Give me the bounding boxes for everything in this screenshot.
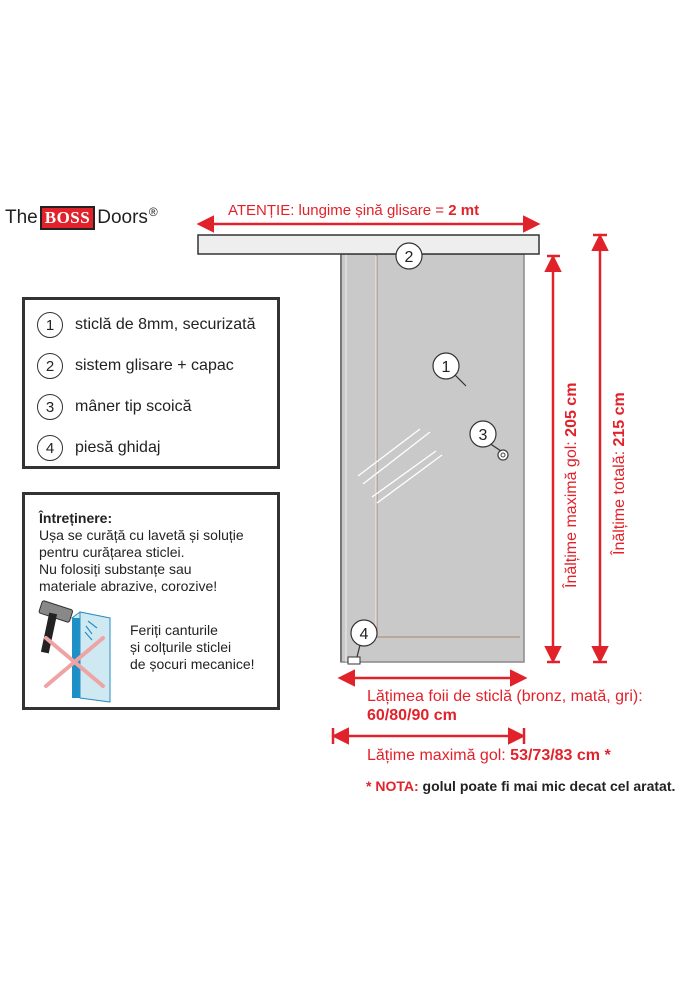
legend-item (37, 394, 192, 420)
brand-boss: BOSS (40, 206, 95, 230)
total-height-label (611, 392, 629, 555)
rail-warning-prefix: ATENȚIE: lungime șină glisare = (228, 202, 449, 219)
legend-label: sticlă de 8mm, securizată (75, 316, 256, 333)
warning-line: și colțurile sticlei (130, 639, 232, 655)
handle-scoica (498, 450, 508, 460)
max-height-prefix: Înălțime maximă gol: (563, 436, 580, 588)
legend-label: sistem glisare + capac (75, 357, 234, 374)
callout-1: 1 (441, 359, 451, 376)
total-height-dimension (593, 235, 607, 662)
callout-2: 2 (404, 249, 414, 266)
callout-3: 3 (478, 427, 488, 444)
total-height-prefix: Înălțime totală: (611, 446, 628, 555)
max-height-dimension (547, 256, 560, 662)
legend-item (37, 312, 256, 338)
guide-piece (348, 657, 360, 664)
max-height-label (563, 383, 581, 588)
max-height-value: 205 cm (563, 382, 580, 437)
glass-width-value: 60/80/90 cm (367, 707, 457, 724)
maintenance-line: Ușa se curăță cu lavetă și soluție (39, 527, 244, 543)
max-width-prefix: Lățime maximă gol: (367, 747, 511, 764)
glass-width-label: Lățimea foii de sticlă (bronz, mată, gri): (367, 688, 643, 705)
maintenance-line: Nu folosiți substanțe sau (39, 561, 192, 577)
maintenance-box (22, 492, 280, 710)
maintenance-line: pentru curățarea sticlei. (39, 544, 185, 560)
warning-line: Feriți canturile (130, 622, 218, 638)
legend-num: 2 (37, 353, 63, 379)
total-height-value: 215 cm (611, 392, 628, 447)
footnote (366, 778, 675, 794)
note-prefix: * NOTA: (366, 778, 423, 794)
note-text: golul poate fi mai mic decat cel aratat. (422, 778, 676, 794)
callout-4: 4 (359, 626, 369, 643)
warning-line: de șocuri mecanice! (130, 656, 255, 672)
rail-warning-value: 2 mt (448, 202, 480, 219)
legend-box (22, 297, 280, 469)
sliding-rail (198, 235, 539, 254)
rail-warning (228, 202, 479, 219)
max-width-value: 53/73/83 cm * (510, 747, 611, 764)
legend-item (37, 435, 160, 461)
glass-panel (341, 254, 524, 662)
max-width-label (367, 747, 611, 765)
legend-num: 3 (37, 394, 63, 420)
legend-num: 4 (37, 435, 63, 461)
registered-mark: ® (148, 205, 158, 219)
maintenance-line: materiale abrazive, corozive! (39, 578, 218, 594)
legend-num: 1 (37, 312, 63, 338)
legend-label: piesă ghidaj (75, 439, 161, 456)
maintenance-title: Întreținere: (39, 510, 113, 526)
max-width-dimension (333, 728, 524, 744)
brand-doors: Doors (97, 207, 148, 228)
legend-label: mâner tip scoică (75, 398, 192, 415)
legend-item (37, 353, 234, 379)
brand-the: The (5, 207, 38, 228)
